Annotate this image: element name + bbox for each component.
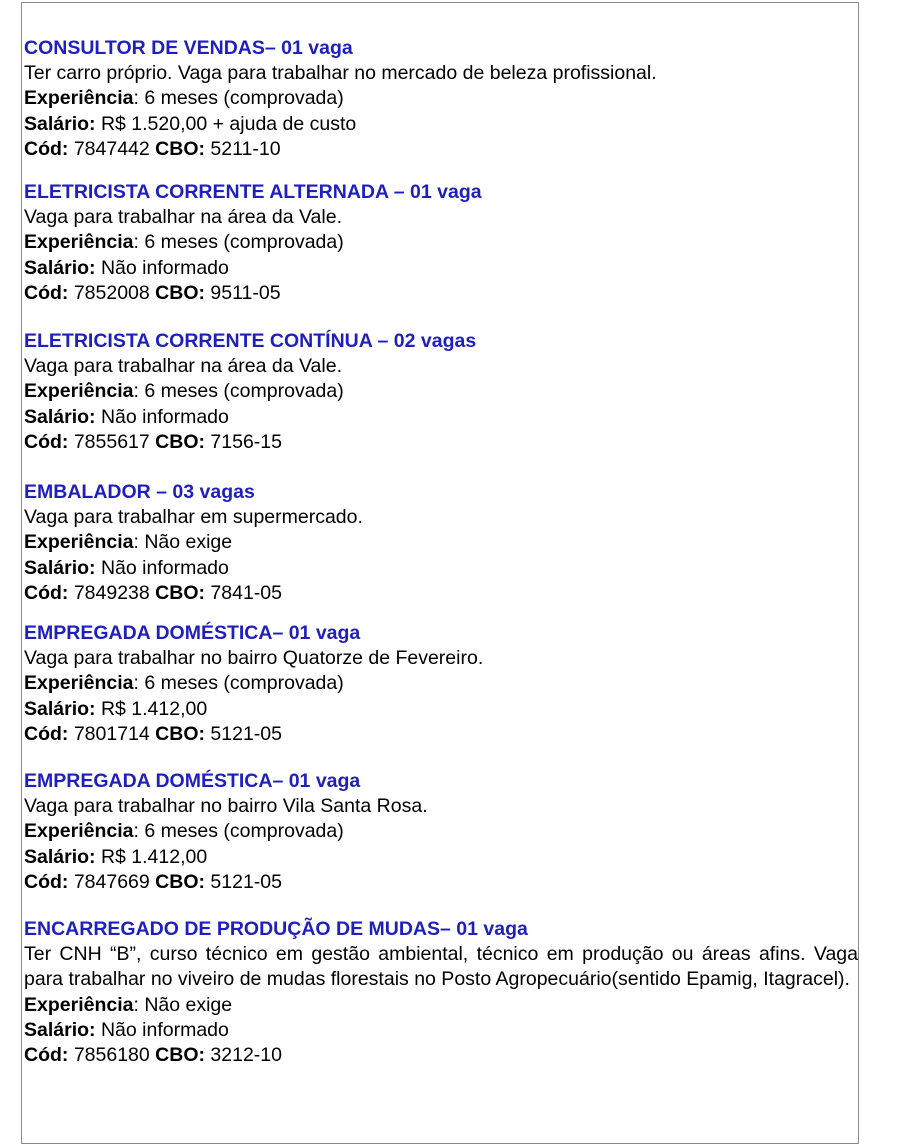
- job-title: EMBALADOR – 03 vagas: [24, 481, 255, 503]
- job-salary: [24, 845, 858, 870]
- code-value: 7856180: [68, 1044, 156, 1067]
- job-salary: [24, 256, 858, 281]
- job-title: EMPREGADA DOMÉSTICA– 01 vaga: [24, 622, 361, 644]
- cbo-value: 5211-10: [205, 137, 281, 160]
- job-title: ELETRICISTA CORRENTE CONTÍNUA – 02 vagas: [24, 330, 477, 352]
- experience-value: : 6 meses (comprovada): [133, 87, 344, 110]
- job-description: Vaga para trabalhar em supermercado.: [24, 506, 363, 529]
- job-codes: [24, 722, 858, 747]
- salary-value: R$ 1.412,00: [95, 845, 208, 868]
- cbo-label: CBO:: [155, 870, 205, 893]
- experience-label: Experiência: [24, 993, 134, 1016]
- cbo-value: 3212-10: [205, 1044, 282, 1067]
- salary-value: Não informado: [95, 405, 229, 428]
- salary-label: Salário:: [24, 556, 96, 579]
- experience-label: Experiência: [24, 531, 134, 554]
- cbo-value: 7156-15: [205, 430, 282, 453]
- job-experience: [24, 671, 858, 696]
- job-salary: [24, 112, 858, 137]
- job-codes: [24, 137, 858, 162]
- code-value: 7852008: [68, 281, 156, 304]
- cbo-label: CBO:: [155, 1044, 205, 1067]
- job-codes: [24, 581, 858, 606]
- job-description: Vaga para trabalhar na área da Vale.: [24, 206, 342, 229]
- job-title: CONSULTOR DE VENDAS– 01 vaga: [24, 37, 353, 59]
- job-salary: [24, 1018, 858, 1043]
- code-label: Cód:: [24, 281, 69, 304]
- job-codes: [24, 281, 858, 306]
- salary-label: Salário:: [24, 405, 96, 428]
- code-value: 7801714: [68, 722, 156, 745]
- job-codes: [24, 430, 858, 455]
- job-experience: [24, 530, 858, 555]
- salary-label: Salário:: [24, 1018, 96, 1041]
- cbo-label: CBO:: [155, 581, 205, 604]
- job-experience: [24, 86, 858, 111]
- code-label: Cód:: [24, 1044, 69, 1067]
- job-listing-eletricista-corrente-continua: [24, 329, 858, 455]
- job-description: Ter carro próprio. Vaga para trabalhar no mercado de beleza profissional.: [24, 62, 657, 85]
- cbo-label: CBO:: [155, 281, 205, 304]
- salary-value: R$ 1.520,00 + ajuda de custo: [95, 112, 357, 135]
- cbo-value: 9511-05: [205, 281, 281, 304]
- salary-value: Não informado: [95, 556, 229, 579]
- job-experience: [24, 230, 858, 255]
- experience-label: Experiência: [24, 380, 134, 403]
- job-listing-embalador: [24, 480, 858, 606]
- cbo-label: CBO:: [155, 137, 205, 160]
- code-label: Cód:: [24, 581, 69, 604]
- experience-value: : Não exige: [133, 531, 233, 554]
- experience-label: Experiência: [24, 672, 134, 695]
- cbo-label: CBO:: [155, 722, 205, 745]
- code-value: 7847669: [68, 870, 156, 893]
- job-experience: [24, 819, 858, 844]
- salary-label: Salário:: [24, 112, 96, 135]
- code-value: 7847442: [68, 137, 156, 160]
- code-value: 7849238: [68, 581, 156, 604]
- job-title: ELETRICISTA CORRENTE ALTERNADA – 01 vaga: [24, 181, 482, 203]
- job-codes: [24, 1043, 858, 1068]
- experience-label: Experiência: [24, 87, 134, 110]
- job-description: Vaga para trabalhar na área da Vale.: [24, 355, 342, 378]
- experience-label: Experiência: [24, 820, 134, 843]
- cbo-value: 5121-05: [205, 870, 282, 893]
- job-experience: [24, 379, 858, 404]
- experience-label: Experiência: [24, 231, 134, 254]
- job-title: EMPREGADA DOMÉSTICA– 01 vaga: [24, 770, 361, 792]
- salary-label: Salário:: [24, 256, 96, 279]
- job-listing-empregada-domestica-2: [24, 769, 858, 895]
- job-listing-encarregado-de-producao-de-mudas: [24, 917, 858, 1068]
- salary-value: Não informado: [95, 256, 229, 279]
- experience-value: : 6 meses (comprovada): [133, 231, 344, 254]
- salary-value: Não informado: [95, 1018, 229, 1041]
- code-label: Cód:: [24, 430, 69, 453]
- experience-value: : Não exige: [133, 993, 233, 1016]
- salary-value: R$ 1.412,00: [95, 697, 208, 720]
- experience-value: : 6 meses (comprovada): [133, 380, 344, 403]
- salary-label: Salário:: [24, 845, 96, 868]
- job-salary: [24, 405, 858, 430]
- cbo-value: 5121-05: [205, 722, 282, 745]
- job-salary: [24, 697, 858, 722]
- job-listing-empregada-domestica-1: [24, 621, 858, 747]
- job-description: Ter CNH “B”, curso técnico em gestão ambiental, técnico em produção ou áreas afins. Vaga para trabalhar no viveiro de mudas florestais no Posto Agropecuário(sentido Epamig, Itagracel).: [24, 943, 858, 991]
- code-label: Cód:: [24, 722, 69, 745]
- job-codes: [24, 870, 858, 895]
- code-label: Cód:: [24, 137, 69, 160]
- experience-value: : 6 meses (comprovada): [133, 672, 344, 695]
- experience-value: : 6 meses (comprovada): [133, 820, 344, 843]
- job-experience: [24, 993, 858, 1018]
- cbo-label: CBO:: [155, 430, 205, 453]
- code-value: 7855617: [68, 430, 156, 453]
- job-listing-eletricista-corrente-alternada: [24, 180, 858, 306]
- salary-label: Salário:: [24, 697, 96, 720]
- job-listing-consultor-de-vendas: [24, 36, 858, 162]
- job-description: Vaga para trabalhar no bairro Vila Santa Rosa.: [24, 795, 428, 818]
- job-salary: [24, 556, 858, 581]
- job-description: Vaga para trabalhar no bairro Quatorze de Fevereiro.: [24, 647, 484, 670]
- code-label: Cód:: [24, 870, 69, 893]
- cbo-value: 7841-05: [205, 581, 282, 604]
- job-title: ENCARREGADO DE PRODUÇÃO DE MUDAS– 01 vaga: [24, 918, 528, 940]
